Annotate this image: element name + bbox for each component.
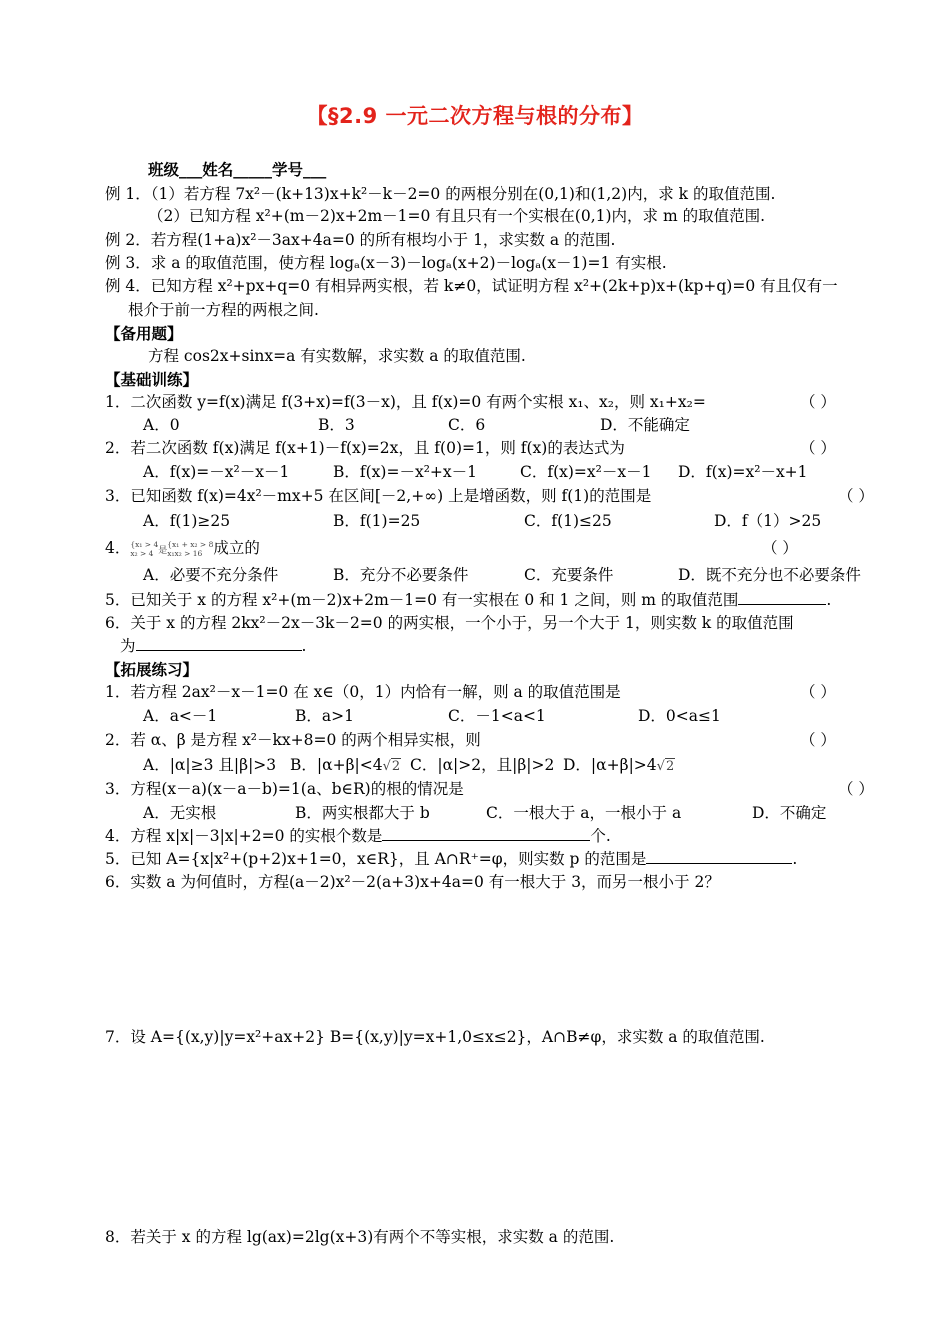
- basic-q4-option-a: A．必要不充分条件: [143, 566, 279, 584]
- example-3: 例 3．求 a 的取值范围，使方程 logₐ(x－3)－logₐ(x+2)－logₐ(x－1)=1 有实根.: [105, 254, 667, 272]
- expand-q5: 5．已知 A={x|x²+(p+2)x+1=0，x∈R}，且 A∩R⁺=φ，则实数 p 的范围是 .: [105, 850, 798, 868]
- expand-q1-option-b: B．a>1: [295, 707, 354, 725]
- basic-q5: 5．已知关于 x 的方程 x²+(m－2)x+2m－1=0 有一实根在 0 和 1 之间，则 m 的取值范围 .: [105, 591, 832, 609]
- basic-q1: 1．二次函数 y=f(x)满足 f(3+x)=f(3－x)，且 f(x)=0 有两个实根 x₁、x₂，则 x₁+x₂=: [105, 393, 706, 411]
- answer-blank[interactable]: [382, 826, 590, 841]
- expand-q3: 3．方程(x－a)(x－a－b)=1(a、b∈R)的根的情况是: [105, 780, 464, 798]
- expand-q4: 4．方程 x|x|－3|x|+2=0 的实根个数是 个.: [105, 827, 611, 845]
- basic-q6-cont: 为 .: [120, 637, 307, 655]
- basic-q3-option-a: A．f(1)≥25: [143, 512, 231, 530]
- basic-q3-option-b: B．f(1)=25: [333, 512, 421, 530]
- basic-q4-prefix: 4．: [105, 539, 131, 557]
- expand-q3-option-c: C．一根大于 a，一根小于 a: [486, 804, 682, 822]
- basic-q1-option-c: C．6: [448, 416, 486, 434]
- basic-q1-option-a: A．0: [143, 416, 180, 434]
- expand-q3-option-b: B．两实根都大于 b: [295, 804, 430, 822]
- sqrt-icon: √2: [656, 759, 675, 774]
- answer-paren: （ ）: [800, 439, 836, 457]
- expand-q1: 1．若方程 2ax²－x－1=0 在 x∈（0，1）内恰有一解，则 a 的取值范围是: [105, 683, 621, 701]
- expand-q1-option-c: C．－1<a<1: [448, 707, 546, 725]
- basic-q3: 3．已知函数 f(x)=4x²－mx+5 在区间[－2,+∞) 上是增函数，则 f(1)的范围是: [105, 487, 652, 505]
- basic-q4-option-b: B．充分不必要条件: [333, 566, 469, 584]
- example-1: 例 1．（1）若方程 7x²－(k+13)x+k²－k－2=0 的两根分别在(0,1)和(1,2)内，求 k 的取值范围.: [105, 185, 776, 203]
- answer-paren: （ ）: [838, 487, 874, 505]
- expand-q3-option-a: A．无实根: [143, 804, 217, 822]
- example-4: 例 4．已知方程 x²+px+q=0 有相异两实根，若 k≠0，试证明方程 x²+(2k+p)x+(kp+q)=0 有且仅有一: [105, 277, 838, 295]
- condition-system-1: {x₁ > 4 x₂ > 4: [130, 540, 159, 558]
- expand-q2-option-a: A．|α|≥3 且|β|>3: [143, 756, 277, 774]
- basic-q2-option-d: D．f(x)=x²－x+1: [678, 463, 808, 481]
- answer-paren: （ ）: [838, 780, 874, 798]
- expand-q2-option-c: C．|α|>2，且|β|>2: [410, 756, 555, 774]
- answer-paren: （ ）: [762, 539, 798, 557]
- expand-q3-option-d: D．不确定: [752, 804, 827, 822]
- basic-q2-option-a: A．f(x)=－x²－x－1: [143, 463, 290, 481]
- basic-q1-option-b: B．3: [318, 416, 355, 434]
- backup-question: 方程 cos2x+sinx=a 有实数解，求实数 a 的取值范围.: [148, 347, 526, 365]
- basic-q2-option-b: B．f(x)=－x²+x－1: [333, 463, 477, 481]
- example-1-part2: （2）已知方程 x²+(m－2)x+2m－1=0 有且只有一个实根在(0,1)内，求 m 的取值范围.: [148, 207, 766, 225]
- basic-q2: 2．若二次函数 f(x)满足 f(x+1)－f(x)=2x，且 f(0)=1，则 f(x)的表达式为: [105, 439, 625, 457]
- answer-paren: （ ）: [800, 731, 836, 749]
- expand-q2-option-b: B．|α+β|<4√2: [290, 755, 401, 777]
- expand-q8: 8．若关于 x 的方程 lg(ax)=2lg(x+3)有两个不等实根，求实数 a 的范围.: [105, 1228, 615, 1246]
- expand-q1-option-a: A．a<－1: [143, 707, 218, 725]
- condition-system-2: {x₁ + x₂ > 8 x₁x₂ > 16: [167, 540, 214, 558]
- example-4-cont: 根介于前一方程的两根之间.: [128, 301, 319, 319]
- expand-q7: 7．设 A={(x,y)|y=x²+ax+2} B={(x,y)|y=x+1,0≤x≤2}，A∩B≠φ，求实数 a 的取值范围.: [105, 1028, 765, 1046]
- expand-q2: 2．若 α、β 是方程 x²－kx+8=0 的两个相异实根，则: [105, 731, 481, 749]
- basic-q3-option-c: C．f(1)≤25: [524, 512, 612, 530]
- basic-q2-option-c: C．f(x)=x²－x－1: [520, 463, 652, 481]
- expand-q6: 6．实数 a 为何值时，方程(a－2)x²－2(a+3)x+4a=0 有一根大于 3，而另一根小于 2？: [105, 873, 720, 891]
- backup-heading: 【备用题】: [105, 325, 183, 343]
- basic-q4-option-d: D．既不充分也不必要条件: [678, 566, 861, 584]
- basic-q4: 4．{x₁ > 4 x₂ > 4 是{x₁ + x₂ > 8 x₁x₂ > 16 成立的: [105, 539, 260, 558]
- basic-q1-option-d: D．不能确定: [600, 416, 690, 434]
- page-title: 【§2.9 一元二次方程与根的分布】: [306, 104, 644, 128]
- basic-q3-option-d: D．f（1）>25: [714, 512, 822, 530]
- expand-heading: 【拓展练习】: [105, 661, 199, 679]
- header-info: 班级___姓名_____学号___: [148, 161, 327, 179]
- expand-q2-option-d: D．|α+β|>4√2: [563, 755, 675, 777]
- sqrt-icon: √2: [382, 759, 401, 774]
- answer-paren: （ ）: [800, 393, 836, 411]
- example-2: 例 2．若方程(1+a)x²－3ax+4a=0 的所有根均小于 1，求实数 a 的范围.: [105, 231, 616, 249]
- answer-paren: （ ）: [800, 683, 836, 701]
- answer-blank[interactable]: [136, 636, 302, 651]
- expand-q1-option-d: D．0<a≤1: [638, 707, 721, 725]
- basic-q6: 6．关于 x 的方程 2kx²－2x－3k－2=0 的两实根，一个小于，另一个大于 1，则实数 k 的取值范围: [105, 614, 794, 632]
- answer-blank[interactable]: [738, 590, 826, 605]
- basic-heading: 【基础训练】: [105, 371, 199, 389]
- basic-q4-suffix: 成立的: [213, 539, 260, 557]
- basic-q4-option-c: C．充要条件: [524, 566, 614, 584]
- answer-blank[interactable]: [646, 849, 792, 864]
